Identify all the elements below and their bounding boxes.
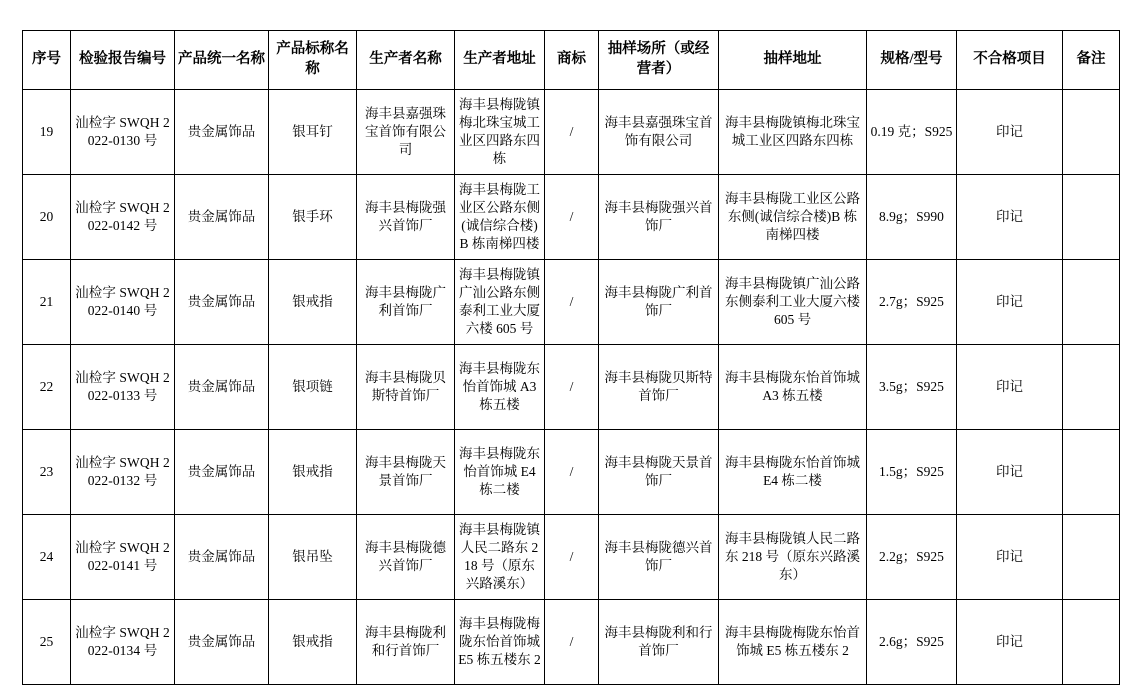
cell-report-no: 汕检字 SWQH 2022-0134 号 — [71, 600, 175, 685]
inspection-results-table — [22, 30, 1120, 685]
table-row — [23, 90, 1120, 175]
cell-unified-name: 贵金属饰品 — [175, 430, 269, 515]
table-row — [23, 175, 1120, 260]
header-row — [23, 31, 1120, 90]
table-row — [23, 430, 1120, 515]
cell-nominal-name: 银手环 — [269, 175, 357, 260]
cell-producer-address: 海丰县梅陇镇人民二路东 218 号（原东兴路溪东） — [455, 515, 545, 600]
cell-unified-name: 贵金属饰品 — [175, 515, 269, 600]
cell-spec: 0.19 克；S925 — [867, 90, 957, 175]
cell-producer-name: 海丰县梅陇广利首饰厂 — [357, 260, 455, 345]
cell-report-no: 汕检字 SWQH 2022-0141 号 — [71, 515, 175, 600]
cell-nominal-name: 银耳钉 — [269, 90, 357, 175]
cell-sampling-address: 海丰县梅陇镇广汕公路东侧泰利工业大厦六楼 605 号 — [719, 260, 867, 345]
cell-fail-item: 印记 — [957, 345, 1063, 430]
cell-fail-item: 印记 — [957, 90, 1063, 175]
cell-sampling-address: 海丰县梅陇东怡首饰城 A3 栋五楼 — [719, 345, 867, 430]
cell-unified-name: 贵金属饰品 — [175, 90, 269, 175]
cell-trademark: / — [545, 260, 599, 345]
cell-remark — [1063, 600, 1120, 685]
table-row — [23, 260, 1120, 345]
header-spec: 规格/型号 — [867, 31, 957, 90]
header-report-no: 检验报告编号 — [71, 31, 175, 90]
cell-seq: 20 — [23, 175, 71, 260]
cell-producer-name: 海丰县梅陇天景首饰厂 — [357, 430, 455, 515]
cell-remark — [1063, 175, 1120, 260]
cell-producer-address: 海丰县梅陇梅陇东怡首饰城 E5 栋五楼东 2 — [455, 600, 545, 685]
cell-trademark: / — [545, 600, 599, 685]
table-row — [23, 600, 1120, 685]
cell-unified-name: 贵金属饰品 — [175, 260, 269, 345]
cell-sampling-place: 海丰县梅陇贝斯特首饰厂 — [599, 345, 719, 430]
cell-nominal-name: 银吊坠 — [269, 515, 357, 600]
cell-sampling-address: 海丰县梅陇东怡首饰城 E4 栋二楼 — [719, 430, 867, 515]
header-sampling-address: 抽样地址 — [719, 31, 867, 90]
cell-nominal-name: 银戒指 — [269, 430, 357, 515]
table-row — [23, 515, 1120, 600]
cell-trademark: / — [545, 345, 599, 430]
cell-spec: 8.9g；S990 — [867, 175, 957, 260]
cell-unified-name: 贵金属饰品 — [175, 600, 269, 685]
header-seq: 序号 — [23, 31, 71, 90]
cell-fail-item: 印记 — [957, 175, 1063, 260]
table-body — [23, 90, 1120, 685]
cell-report-no: 汕检字 SWQH 2022-0142 号 — [71, 175, 175, 260]
cell-seq: 24 — [23, 515, 71, 600]
header-sampling-place: 抽样场所（或经营者） — [599, 31, 719, 90]
cell-producer-address: 海丰县梅陇镇梅北珠宝城工业区四路东四栋 — [455, 90, 545, 175]
cell-seq: 22 — [23, 345, 71, 430]
cell-spec: 2.6g；S925 — [867, 600, 957, 685]
cell-spec: 2.2g；S925 — [867, 515, 957, 600]
cell-sampling-address: 海丰县梅陇工业区公路东侧(诚信综合楼)B 栋南梯四楼 — [719, 175, 867, 260]
cell-seq: 19 — [23, 90, 71, 175]
cell-producer-address: 海丰县梅陇东怡首饰城 A3 栋五楼 — [455, 345, 545, 430]
table-row — [23, 345, 1120, 430]
header-unified-name: 产品统一名称 — [175, 31, 269, 90]
cell-producer-address: 海丰县梅陇东怡首饰城 E4 栋二楼 — [455, 430, 545, 515]
cell-producer-address: 海丰县梅陇镇广汕公路东侧泰利工业大厦六楼 605 号 — [455, 260, 545, 345]
table-header — [23, 31, 1120, 90]
cell-remark — [1063, 515, 1120, 600]
cell-seq: 21 — [23, 260, 71, 345]
header-nominal-name: 产品标称名称 — [269, 31, 357, 90]
cell-trademark: / — [545, 515, 599, 600]
cell-producer-address: 海丰县梅陇工业区公路东侧(诚信综合楼)B 栋南梯四楼 — [455, 175, 545, 260]
header-producer-name: 生产者名称 — [357, 31, 455, 90]
cell-sampling-place: 海丰县梅陇广利首饰厂 — [599, 260, 719, 345]
cell-fail-item: 印记 — [957, 515, 1063, 600]
cell-nominal-name: 银戒指 — [269, 260, 357, 345]
cell-sampling-place: 海丰县梅陇强兴首饰厂 — [599, 175, 719, 260]
cell-fail-item: 印记 — [957, 260, 1063, 345]
cell-sampling-place: 海丰县梅陇天景首饰厂 — [599, 430, 719, 515]
cell-remark — [1063, 90, 1120, 175]
cell-nominal-name: 银项链 — [269, 345, 357, 430]
cell-sampling-address: 海丰县梅陇镇梅北珠宝城工业区四路东四栋 — [719, 90, 867, 175]
cell-sampling-address: 海丰县梅陇梅陇东怡首饰城 E5 栋五楼东 2 — [719, 600, 867, 685]
header-fail-item: 不合格项目 — [957, 31, 1063, 90]
cell-sampling-place: 海丰县嘉强珠宝首饰有限公司 — [599, 90, 719, 175]
cell-remark — [1063, 260, 1120, 345]
cell-seq: 25 — [23, 600, 71, 685]
cell-fail-item: 印记 — [957, 430, 1063, 515]
cell-producer-name: 海丰县梅陇利和行首饰厂 — [357, 600, 455, 685]
cell-fail-item: 印记 — [957, 600, 1063, 685]
cell-remark — [1063, 430, 1120, 515]
cell-report-no: 汕检字 SWQH 2022-0132 号 — [71, 430, 175, 515]
header-remark: 备注 — [1063, 31, 1120, 90]
cell-producer-name: 海丰县梅陇贝斯特首饰厂 — [357, 345, 455, 430]
cell-unified-name: 贵金属饰品 — [175, 175, 269, 260]
cell-spec: 1.5g；S925 — [867, 430, 957, 515]
header-trademark: 商标 — [545, 31, 599, 90]
cell-trademark: / — [545, 175, 599, 260]
cell-producer-name: 海丰县梅陇强兴首饰厂 — [357, 175, 455, 260]
cell-trademark: / — [545, 90, 599, 175]
cell-report-no: 汕检字 SWQH 2022-0140 号 — [71, 260, 175, 345]
cell-producer-name: 海丰县嘉强珠宝首饰有限公司 — [357, 90, 455, 175]
header-producer-address: 生产者地址 — [455, 31, 545, 90]
cell-seq: 23 — [23, 430, 71, 515]
cell-remark — [1063, 345, 1120, 430]
cell-producer-name: 海丰县梅陇德兴首饰厂 — [357, 515, 455, 600]
cell-sampling-place: 海丰县梅陇德兴首饰厂 — [599, 515, 719, 600]
cell-spec: 2.7g；S925 — [867, 260, 957, 345]
cell-nominal-name: 银戒指 — [269, 600, 357, 685]
cell-report-no: 汕检字 SWQH 2022-0133 号 — [71, 345, 175, 430]
cell-report-no: 汕检字 SWQH 2022-0130 号 — [71, 90, 175, 175]
cell-spec: 3.5g；S925 — [867, 345, 957, 430]
cell-sampling-place: 海丰县梅陇利和行首饰厂 — [599, 600, 719, 685]
cell-unified-name: 贵金属饰品 — [175, 345, 269, 430]
cell-trademark: / — [545, 430, 599, 515]
cell-sampling-address: 海丰县梅陇镇人民二路东 218 号（原东兴路溪东） — [719, 515, 867, 600]
